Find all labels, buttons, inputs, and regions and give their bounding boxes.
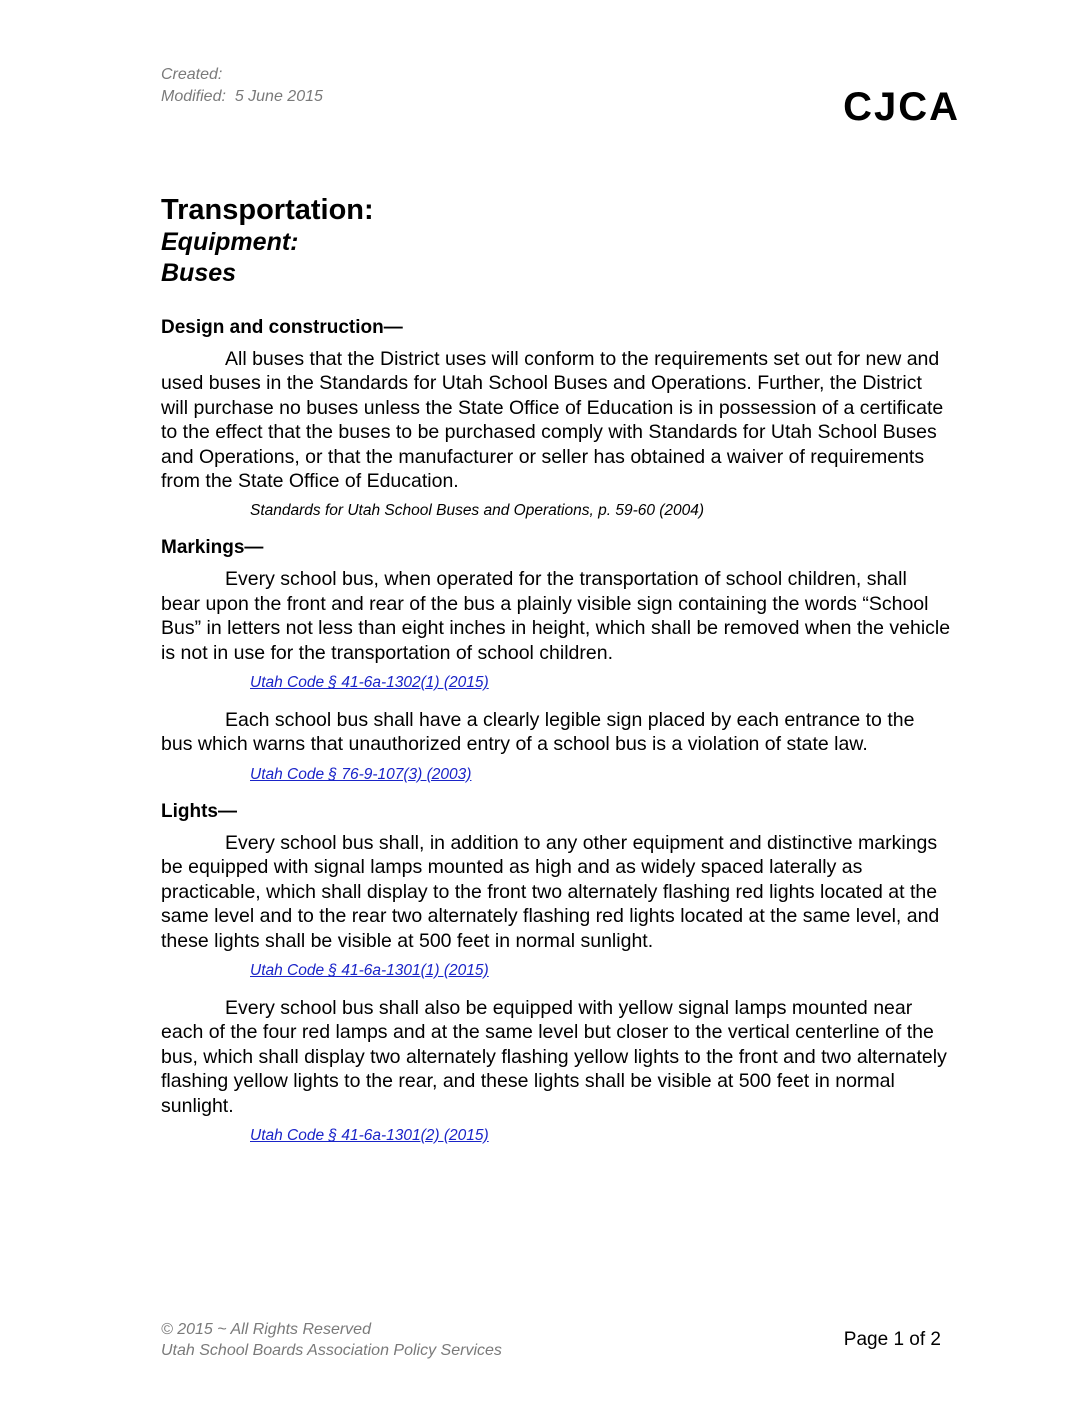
section-lights (161, 800, 951, 1146)
citation: Standards for Utah School Buses and Operations, p. 59-60 (2004) (250, 502, 705, 520)
section-heading: Lights— (161, 800, 237, 822)
policy-code: CJCA (843, 85, 960, 129)
page-subtitle-buses: Buses (161, 259, 237, 287)
citation-link[interactable]: Utah Code § 76-9-107(3) (2003) (250, 765, 472, 783)
section-heading: Markings— (161, 537, 264, 559)
footer-left (161, 1319, 502, 1361)
document-meta (161, 64, 323, 108)
title-block (161, 193, 374, 289)
copyright-text: © 2015 ~ All Rights Reserved (161, 1321, 371, 1338)
citation-link[interactable]: Utah Code § 41-6a-1302(1) (2015) (250, 674, 489, 692)
publisher-text: Utah School Boards Association Policy Services (161, 1342, 502, 1359)
citation-link[interactable]: Utah Code § 41-6a-1301(2) (2015) (250, 1126, 489, 1144)
page-title: Transportation: (161, 194, 374, 226)
section-heading: Design and construction— (161, 317, 403, 338)
page-number: Page 1 of 2 (843, 1329, 941, 1350)
paragraph: Every school bus, when operated for the transportation of school children, shall bear upon the front and rear of the bus a plainly visible sign containing the words “School Bus” in letters not less than eight inches in height, which shall be removed when the vehicle is not in use for the transportation of school children. (161, 568, 951, 664)
paragraph: Every school bus shall also be equipped with yellow signal lamps mounted near each of the four red lamps and at the same level but closer to the vertical centerline of the bus, which shall display two alternately flashing yellow lights to the front and two alternately flashing yellow lights to the rear, and these lights shall be visible at 500 feet in normal sunlight. (161, 996, 947, 1117)
modified-label: Modified: 5 June 2015 (161, 88, 323, 105)
section-design-construction (161, 316, 951, 521)
created-label: Created: (161, 66, 223, 83)
document-body (161, 316, 951, 1161)
paragraph: All buses that the District uses will conform to the requirements set out for new and used buses in the Standards for Utah School Buses and Operations. Further, the District will purchase no buses unless the State Office of Education is in possession of a certificate to the effect that the buses to be purchased comply with Standards for Utah School Buses and Operations, or that the manufacturer or seller has obtained a waiver of requirements from the State Office of Education. (161, 348, 944, 493)
citation-link[interactable]: Utah Code § 41-6a-1301(1) (2015) (250, 961, 489, 979)
section-markings (161, 536, 951, 784)
paragraph: Every school bus shall, in addition to any other equipment and distinctive markings be equipped with signal lamps mounted as high and as widely spaced laterally as practicable, which shall display to the front two alternately flashing red lights located at the same level and to the rear two alternately flashing red lights located at the same level, and these lights shall be visible at 500 feet in normal sunlight. (161, 831, 940, 952)
page-subtitle-equipment: Equipment: (161, 228, 299, 256)
paragraph: Each school bus shall have a clearly legible sign placed by each entrance to the bus which warns that unauthorized entry of a school bus is a violation of state law. (161, 709, 915, 756)
